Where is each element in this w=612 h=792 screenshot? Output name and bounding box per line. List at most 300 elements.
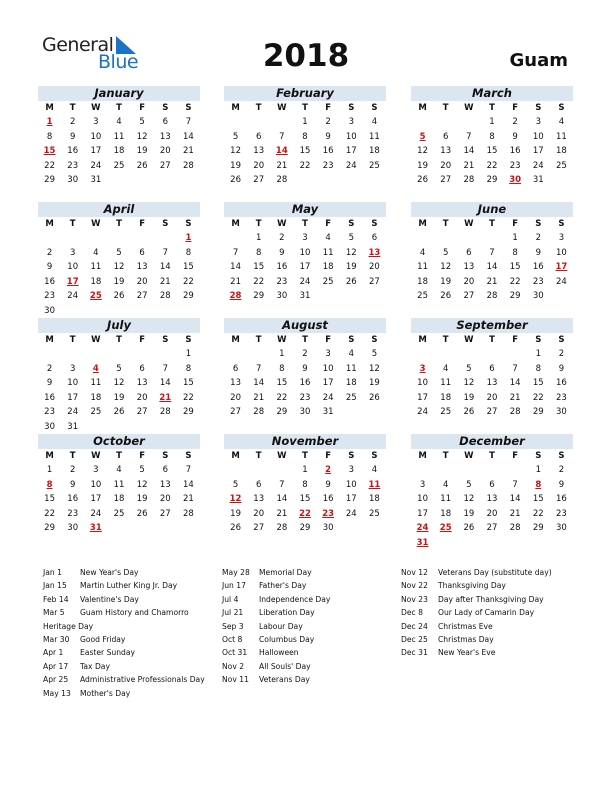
holiday-name: Martin Luther King Jr. Day bbox=[80, 581, 178, 591]
day-cell: 27 bbox=[369, 276, 380, 287]
weekday-header: T bbox=[302, 335, 308, 345]
day-cell: 24 bbox=[345, 160, 357, 171]
day-cell: 30 bbox=[44, 421, 55, 432]
day-cell: 16 bbox=[276, 262, 288, 272]
day-cell: 26 bbox=[136, 160, 148, 171]
weekday-header: M bbox=[231, 219, 240, 229]
day-cell: 7 bbox=[466, 131, 472, 142]
day-cell: 31 bbox=[67, 421, 79, 432]
month-march bbox=[411, 86, 573, 188]
day-cell: 12 bbox=[136, 131, 148, 142]
weekday-header: T bbox=[69, 335, 76, 345]
month-grid bbox=[224, 101, 386, 188]
day-cell: 20 bbox=[159, 146, 171, 156]
holiday-day-cell: 13 bbox=[368, 247, 381, 258]
day-cell: 26 bbox=[230, 523, 241, 533]
day-cell: 6 bbox=[162, 465, 168, 475]
holiday-day-cell: 31 bbox=[89, 523, 102, 533]
day-cell: 20 bbox=[159, 494, 171, 504]
holiday-name: Father's Day bbox=[259, 581, 307, 591]
day-cell: 11 bbox=[345, 363, 357, 374]
day-cell: 30 bbox=[322, 523, 334, 533]
day-cell: 22 bbox=[44, 508, 55, 519]
holiday-item bbox=[401, 633, 552, 646]
day-cell: 27 bbox=[159, 160, 171, 171]
holiday-name: Administrative Professionals Day bbox=[80, 675, 205, 685]
day-cell: 4 bbox=[558, 117, 565, 127]
empty-day-cell bbox=[224, 463, 247, 478]
empty-day-cell bbox=[107, 231, 130, 246]
day-cell: 16 bbox=[44, 276, 55, 287]
day-cell: 17 bbox=[90, 146, 102, 156]
weekday-header: T bbox=[489, 451, 495, 461]
empty-day-cell bbox=[84, 231, 107, 246]
day-cell: 19 bbox=[230, 160, 241, 171]
day-cell: 4 bbox=[93, 247, 99, 258]
empty-day-cell bbox=[480, 231, 503, 246]
month-november bbox=[224, 434, 386, 536]
day-cell: 11 bbox=[90, 262, 102, 272]
weekday-header: T bbox=[69, 451, 76, 461]
empty-day-cell bbox=[411, 115, 434, 130]
weekday-header: S bbox=[535, 451, 542, 461]
day-cell: 6 bbox=[489, 479, 495, 490]
weekday-header: F bbox=[139, 335, 146, 345]
day-cell: 3 bbox=[348, 117, 354, 127]
day-cell: 26 bbox=[440, 291, 452, 301]
empty-day-cell bbox=[457, 463, 480, 478]
day-cell: 20 bbox=[253, 160, 265, 171]
day-cell: 18 bbox=[90, 276, 102, 287]
day-cell: 18 bbox=[556, 146, 567, 156]
weekday-header: S bbox=[558, 219, 565, 229]
day-cell: 17 bbox=[299, 262, 311, 272]
day-cell: 18 bbox=[417, 276, 428, 287]
day-cell: 7 bbox=[256, 363, 262, 374]
day-cell: 20 bbox=[369, 262, 380, 272]
day-cell: 28 bbox=[183, 160, 194, 171]
weekday-header: S bbox=[185, 103, 192, 113]
day-cell: 21 bbox=[230, 276, 241, 287]
day-cell: 5 bbox=[466, 363, 472, 374]
day-cell: 24 bbox=[345, 508, 357, 519]
holiday-item bbox=[43, 660, 205, 673]
day-cell: 28 bbox=[509, 523, 521, 533]
holiday-day-cell: 23 bbox=[322, 508, 335, 519]
day-cell: 15 bbox=[486, 146, 498, 156]
day-cell: 13 bbox=[136, 378, 148, 388]
weekday-header: S bbox=[185, 219, 192, 229]
empty-day-cell bbox=[411, 231, 434, 246]
day-cell: 27 bbox=[463, 291, 475, 301]
holiday-name: Liberation Day bbox=[259, 608, 315, 618]
weekday-header: T bbox=[302, 103, 308, 113]
day-cell: 10 bbox=[90, 131, 102, 142]
holiday-item bbox=[43, 606, 205, 619]
day-cell: 29 bbox=[183, 407, 194, 417]
weekday-header: M bbox=[45, 219, 54, 229]
day-cell: 13 bbox=[136, 262, 148, 272]
holiday-day-cell: 17 bbox=[66, 276, 79, 287]
day-cell: 25 bbox=[369, 160, 380, 171]
day-cell: 21 bbox=[509, 392, 521, 403]
month-title: October bbox=[38, 434, 200, 449]
empty-day-cell bbox=[480, 463, 503, 478]
holiday-item bbox=[43, 687, 205, 700]
weekday-header: S bbox=[162, 103, 169, 113]
holiday-date: Apr 1 bbox=[43, 648, 64, 658]
day-cell: 6 bbox=[256, 479, 262, 490]
day-cell: 5 bbox=[116, 247, 122, 258]
day-cell: 2 bbox=[279, 233, 285, 243]
day-cell: 2 bbox=[512, 117, 518, 127]
day-cell: 8 bbox=[535, 363, 541, 374]
day-cell: 5 bbox=[139, 465, 145, 475]
day-cell: 8 bbox=[302, 479, 308, 490]
day-cell: 4 bbox=[443, 363, 449, 374]
month-title: November bbox=[224, 434, 386, 449]
day-cell: 20 bbox=[463, 276, 475, 287]
day-cell: 16 bbox=[532, 262, 544, 272]
day-cell: 26 bbox=[463, 523, 475, 533]
month-february bbox=[224, 86, 386, 188]
day-cell: 26 bbox=[113, 291, 125, 301]
month-january bbox=[38, 86, 200, 188]
month-title: June bbox=[411, 202, 573, 217]
day-cell: 13 bbox=[440, 146, 452, 156]
empty-day-cell bbox=[107, 347, 130, 362]
empty-day-cell bbox=[504, 347, 527, 362]
day-cell: 23 bbox=[532, 276, 544, 287]
day-cell: 25 bbox=[90, 407, 102, 417]
day-cell: 25 bbox=[369, 508, 380, 519]
day-cell: 22 bbox=[183, 392, 194, 403]
holiday-item bbox=[222, 646, 330, 659]
holiday-item bbox=[43, 593, 205, 606]
day-cell: 17 bbox=[345, 494, 357, 504]
weekday-header: W bbox=[91, 219, 101, 229]
day-cell: 4 bbox=[371, 117, 378, 127]
weekday-header: S bbox=[535, 335, 542, 345]
holiday-item bbox=[43, 673, 205, 686]
day-cell: 9 bbox=[558, 363, 565, 374]
holiday-column bbox=[222, 566, 330, 687]
empty-day-cell bbox=[434, 231, 457, 246]
day-cell: 4 bbox=[116, 465, 122, 475]
day-cell: 15 bbox=[44, 494, 55, 504]
day-cell: 15 bbox=[299, 494, 311, 504]
day-cell: 24 bbox=[299, 276, 311, 287]
month-title: July bbox=[38, 318, 200, 333]
day-cell: 28 bbox=[159, 291, 171, 301]
weekday-header: T bbox=[69, 103, 76, 113]
day-cell: 9 bbox=[325, 131, 331, 142]
day-cell: 10 bbox=[417, 494, 428, 504]
holiday-day-cell: 8 bbox=[46, 479, 53, 490]
empty-day-cell bbox=[154, 231, 177, 246]
day-cell: 30 bbox=[276, 291, 288, 301]
day-cell: 10 bbox=[532, 131, 544, 142]
day-cell: 10 bbox=[345, 479, 357, 490]
day-cell: 17 bbox=[322, 378, 334, 388]
day-cell: 18 bbox=[113, 146, 125, 156]
day-cell: 1 bbox=[535, 465, 541, 475]
holiday-name: Columbus Day bbox=[259, 634, 315, 644]
day-cell: 23 bbox=[67, 508, 79, 519]
holiday-item bbox=[222, 660, 330, 673]
day-cell: 8 bbox=[302, 131, 308, 142]
day-cell: 29 bbox=[509, 291, 521, 301]
day-cell: 28 bbox=[486, 291, 498, 301]
day-cell: 16 bbox=[67, 494, 79, 504]
month-august bbox=[224, 318, 386, 420]
holiday-name: All Souls' Day bbox=[259, 661, 311, 671]
holiday-date: Jan 15 bbox=[43, 581, 67, 591]
empty-day-cell bbox=[270, 463, 293, 478]
empty-day-cell bbox=[504, 463, 527, 478]
weekday-header: F bbox=[139, 219, 146, 229]
day-cell: 20 bbox=[230, 392, 241, 403]
month-september bbox=[411, 318, 573, 420]
day-cell: 22 bbox=[532, 392, 544, 403]
holiday-name: Our Lady of Camarin Day bbox=[438, 608, 535, 618]
weekday-header: S bbox=[371, 335, 378, 345]
holiday-item bbox=[222, 633, 330, 646]
month-title: March bbox=[411, 86, 573, 101]
holiday-date: May 13 bbox=[43, 688, 71, 698]
day-cell: 20 bbox=[440, 160, 452, 171]
day-cell: 14 bbox=[159, 378, 171, 388]
month-grid bbox=[38, 217, 200, 318]
day-cell: 7 bbox=[185, 117, 192, 127]
holiday-date: Sep 3 bbox=[222, 621, 244, 631]
holiday-name: Day after Thanksgiving Day bbox=[438, 594, 544, 604]
day-cell: 20 bbox=[136, 392, 148, 403]
month-grid bbox=[38, 101, 200, 188]
day-cell: 26 bbox=[417, 175, 428, 185]
holiday-column bbox=[401, 566, 552, 660]
day-cell: 15 bbox=[183, 262, 194, 272]
weekday-header: F bbox=[325, 103, 332, 113]
weekday-header: M bbox=[418, 103, 427, 113]
day-cell: 23 bbox=[276, 276, 288, 287]
holiday-name: Veterans Day bbox=[259, 675, 310, 685]
day-cell: 1 bbox=[512, 233, 518, 243]
holiday-date: Dec 24 bbox=[401, 621, 428, 631]
day-cell: 29 bbox=[299, 523, 311, 533]
weekday-header: W bbox=[464, 103, 474, 113]
day-cell: 8 bbox=[512, 247, 518, 258]
holiday-item bbox=[401, 646, 552, 659]
weekday-header: S bbox=[558, 451, 565, 461]
weekday-header: M bbox=[45, 335, 54, 345]
holiday-item bbox=[401, 593, 552, 606]
day-cell: 26 bbox=[369, 392, 380, 403]
empty-day-cell bbox=[224, 231, 247, 246]
weekday-header: T bbox=[255, 451, 262, 461]
weekday-header: F bbox=[325, 335, 332, 345]
holiday-name: Tax Day bbox=[80, 661, 110, 671]
day-cell: 6 bbox=[489, 363, 495, 374]
day-cell: 12 bbox=[440, 262, 452, 272]
weekday-header: T bbox=[302, 219, 308, 229]
day-cell: 13 bbox=[486, 494, 498, 504]
weekday-header: M bbox=[418, 451, 427, 461]
day-cell: 10 bbox=[322, 363, 334, 374]
weekday-header: T bbox=[116, 103, 122, 113]
day-cell: 25 bbox=[556, 160, 567, 171]
day-cell: 5 bbox=[443, 247, 449, 258]
day-cell: 2 bbox=[302, 349, 308, 359]
weekday-header: T bbox=[442, 219, 449, 229]
day-cell: 27 bbox=[253, 523, 265, 533]
day-cell: 11 bbox=[440, 378, 452, 388]
month-title: August bbox=[224, 318, 386, 333]
day-cell: 27 bbox=[486, 523, 498, 533]
day-cell: 14 bbox=[463, 146, 475, 156]
holiday-day-cell: 5 bbox=[419, 131, 426, 142]
weekday-header: S bbox=[371, 219, 378, 229]
day-cell: 8 bbox=[489, 131, 495, 142]
weekday-header: M bbox=[45, 451, 54, 461]
day-cell: 18 bbox=[440, 508, 452, 519]
holiday-item bbox=[43, 620, 205, 633]
day-cell: 30 bbox=[67, 175, 79, 185]
day-cell: 24 bbox=[90, 160, 102, 171]
day-cell: 14 bbox=[276, 494, 288, 504]
day-cell: 21 bbox=[276, 160, 288, 171]
day-cell: 15 bbox=[183, 378, 194, 388]
holiday-date: Nov 11 bbox=[222, 675, 249, 685]
day-cell: 23 bbox=[322, 160, 334, 171]
weekday-header: S bbox=[371, 451, 378, 461]
day-cell: 9 bbox=[325, 479, 331, 490]
day-cell: 22 bbox=[532, 508, 544, 519]
empty-day-cell bbox=[154, 347, 177, 362]
weekday-header: W bbox=[277, 219, 287, 229]
day-cell: 21 bbox=[183, 494, 194, 504]
holiday-day-cell: 8 bbox=[535, 479, 542, 490]
day-cell: 29 bbox=[183, 291, 194, 301]
holiday-name: Heritage Day bbox=[43, 621, 94, 631]
day-cell: 7 bbox=[162, 247, 168, 258]
weekday-header: T bbox=[302, 451, 308, 461]
day-cell: 6 bbox=[256, 131, 262, 142]
day-cell: 24 bbox=[322, 392, 334, 403]
day-cell: 7 bbox=[512, 479, 518, 490]
day-cell: 30 bbox=[299, 407, 311, 417]
day-cell: 9 bbox=[535, 247, 541, 258]
empty-day-cell bbox=[434, 115, 457, 130]
day-cell: 22 bbox=[509, 276, 521, 287]
day-cell: 16 bbox=[44, 392, 55, 403]
day-cell: 7 bbox=[489, 247, 495, 258]
weekday-header: W bbox=[277, 335, 287, 345]
day-cell: 21 bbox=[253, 392, 265, 403]
empty-day-cell bbox=[247, 115, 270, 130]
weekday-header: S bbox=[348, 335, 355, 345]
day-cell: 15 bbox=[532, 378, 544, 388]
holiday-date: Jun 17 bbox=[222, 581, 246, 591]
empty-day-cell bbox=[480, 347, 503, 362]
holiday-date: Jul 4 bbox=[222, 594, 239, 604]
day-cell: 14 bbox=[509, 494, 521, 504]
day-cell: 9 bbox=[512, 131, 518, 142]
day-cell: 18 bbox=[440, 392, 452, 403]
day-cell: 27 bbox=[230, 407, 241, 417]
day-cell: 2 bbox=[70, 117, 76, 127]
day-cell: 7 bbox=[162, 363, 168, 374]
holiday-name: New Year's Day bbox=[80, 568, 139, 577]
day-cell: 23 bbox=[556, 392, 567, 403]
holiday-date: Jan 1 bbox=[43, 568, 62, 577]
day-cell: 1 bbox=[489, 117, 495, 127]
holiday-item bbox=[401, 566, 552, 579]
weekday-header: W bbox=[464, 335, 474, 345]
holiday-day-cell: 11 bbox=[368, 479, 381, 490]
day-cell: 6 bbox=[139, 247, 145, 258]
day-cell: 6 bbox=[139, 363, 145, 374]
day-cell: 3 bbox=[93, 117, 99, 127]
holiday-item bbox=[222, 673, 330, 686]
month-december bbox=[411, 434, 573, 550]
holiday-date: Feb 14 bbox=[43, 594, 69, 604]
weekday-header: F bbox=[512, 335, 519, 345]
weekday-header: F bbox=[325, 451, 332, 461]
holiday-day-cell: 2 bbox=[325, 465, 332, 475]
weekday-header: W bbox=[91, 335, 101, 345]
day-cell: 16 bbox=[322, 494, 334, 504]
empty-day-cell bbox=[411, 463, 434, 478]
day-cell: 20 bbox=[136, 276, 148, 287]
holiday-item bbox=[43, 566, 205, 579]
weekday-header: M bbox=[231, 451, 240, 461]
day-cell: 20 bbox=[486, 392, 498, 403]
day-cell: 23 bbox=[299, 392, 311, 403]
holiday-name: New Year's Eve bbox=[438, 648, 496, 658]
day-cell: 8 bbox=[185, 363, 192, 374]
holiday-name: Christmas Eve bbox=[438, 621, 493, 631]
day-cell: 22 bbox=[299, 160, 311, 171]
weekday-header: T bbox=[255, 335, 262, 345]
weekday-header: S bbox=[348, 451, 355, 461]
day-cell: 26 bbox=[463, 407, 475, 417]
day-cell: 18 bbox=[369, 494, 380, 504]
day-cell: 10 bbox=[90, 479, 102, 490]
day-cell: 21 bbox=[183, 146, 194, 156]
day-cell: 31 bbox=[532, 175, 544, 185]
day-cell: 2 bbox=[558, 349, 565, 359]
empty-day-cell bbox=[84, 347, 107, 362]
weekday-header: T bbox=[489, 219, 495, 229]
weekday-header: T bbox=[255, 219, 262, 229]
day-cell: 4 bbox=[419, 247, 426, 258]
weekday-header: S bbox=[162, 219, 169, 229]
holiday-date: Dec 31 bbox=[401, 648, 428, 658]
month-title: September bbox=[411, 318, 573, 333]
day-cell: 29 bbox=[44, 523, 55, 533]
day-cell: 9 bbox=[46, 262, 53, 272]
day-cell: 26 bbox=[136, 508, 148, 519]
month-grid bbox=[224, 333, 386, 420]
day-cell: 15 bbox=[532, 494, 544, 504]
day-cell: 27 bbox=[486, 407, 498, 417]
day-cell: 11 bbox=[113, 479, 125, 490]
day-cell: 16 bbox=[556, 378, 567, 388]
day-cell: 29 bbox=[276, 407, 288, 417]
weekday-header: M bbox=[45, 103, 54, 113]
weekday-header: S bbox=[162, 451, 169, 461]
